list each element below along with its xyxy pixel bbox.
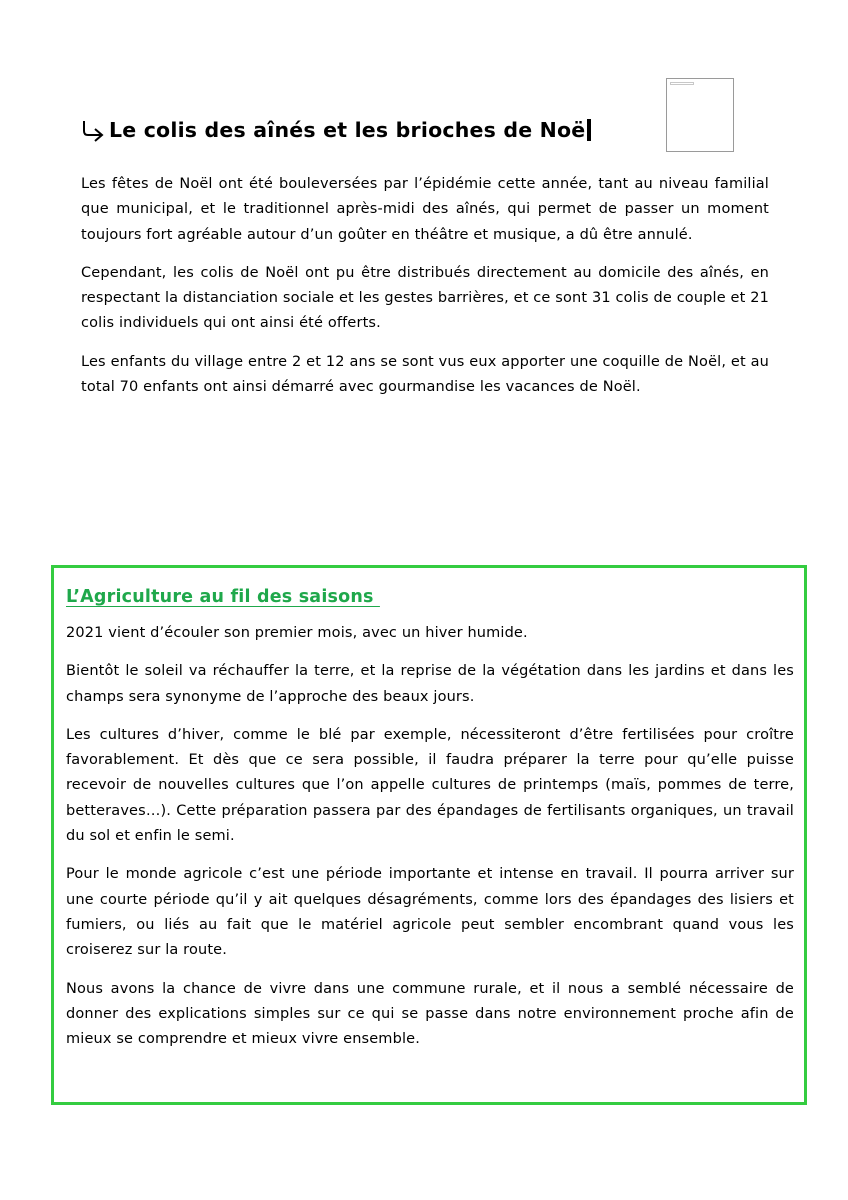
agriculture-article [66, 584, 794, 1065]
agriculture-paragraph: Pour le monde agricole c’est une période importante et intense en travail. Il pourra arriver sur une courte période qu’il y ait quelques désagréments, comme lors des épandages des lisiers et fumiers, ou liés au fait que le matériel agricole peut sembler encombrant quand vous les croiserez sur la route. [66, 866, 794, 959]
agriculture-paragraph: 2021 vient d’écouler son premier mois, avec un hiver humide. [66, 625, 528, 641]
title-trailing-mark [587, 119, 591, 141]
article-title-text: Le colis des aînés et les brioches de Noë [109, 118, 586, 142]
hooked-arrow-icon [81, 118, 107, 142]
image-placeholder-label [670, 82, 694, 85]
agriculture-paragraph: Bientôt le soleil va réchauffer la terre, et la reprise de la végétation dans les jardins et dans les champs sera synonyme de l’approche des beaux jours. [66, 663, 794, 705]
article-paragraph: Les fêtes de Noël ont été bouleversées par l’épidémie cette année, tant au niveau familial que municipal, et le traditionnel après-midi des aînés, qui permet de passer un moment toujours fort agréable autour d’un goûter en théâtre et musique, a dû être annulé. [81, 176, 769, 243]
article-paragraph: Cependant, les colis de Noël ont pu être distribués directement au domicile des aînés, en respectant la distanciation sociale et les gestes barrières, et ce sont 31 colis de couple et 21 colis individuels qui ont ainsi été offerts. [81, 264, 769, 332]
article-title [81, 110, 769, 150]
article-paragraph: Les enfants du village entre 2 et 12 ans se sont vus eux apporter une coquille de Noël, et au total 70 enfants ont ainsi démarré avec gourmandise les vacances de Noël. [81, 353, 769, 396]
agriculture-frame [51, 565, 807, 1105]
agriculture-paragraph: Nous avons la chance de vivre dans une commune rurale, et il nous a semblé nécessaire de donner des explications simples sur ce qui se passe dans notre environnement proche afin de mieux se comprendre et mieux vivre ensemble. [66, 980, 794, 1048]
article-colis-aines [81, 110, 769, 413]
agriculture-paragraph: Les cultures d’hiver, comme le blé par exemple, nécessiteront d’être fertilisées pour croître favorablement. Et dès que ce sera possible, il faudra préparer la terre pour qu’elle puisse recevoir de nouvelles cultures que l’on appelle cultures de printemps (maïs, pommes de terre, betteraves…). Cette préparation passera par des épandages de fertilisants organiques, un travail du sol et enfin le semi. [66, 726, 794, 845]
agriculture-title: L’Agriculture au fil des saisons [66, 587, 380, 607]
